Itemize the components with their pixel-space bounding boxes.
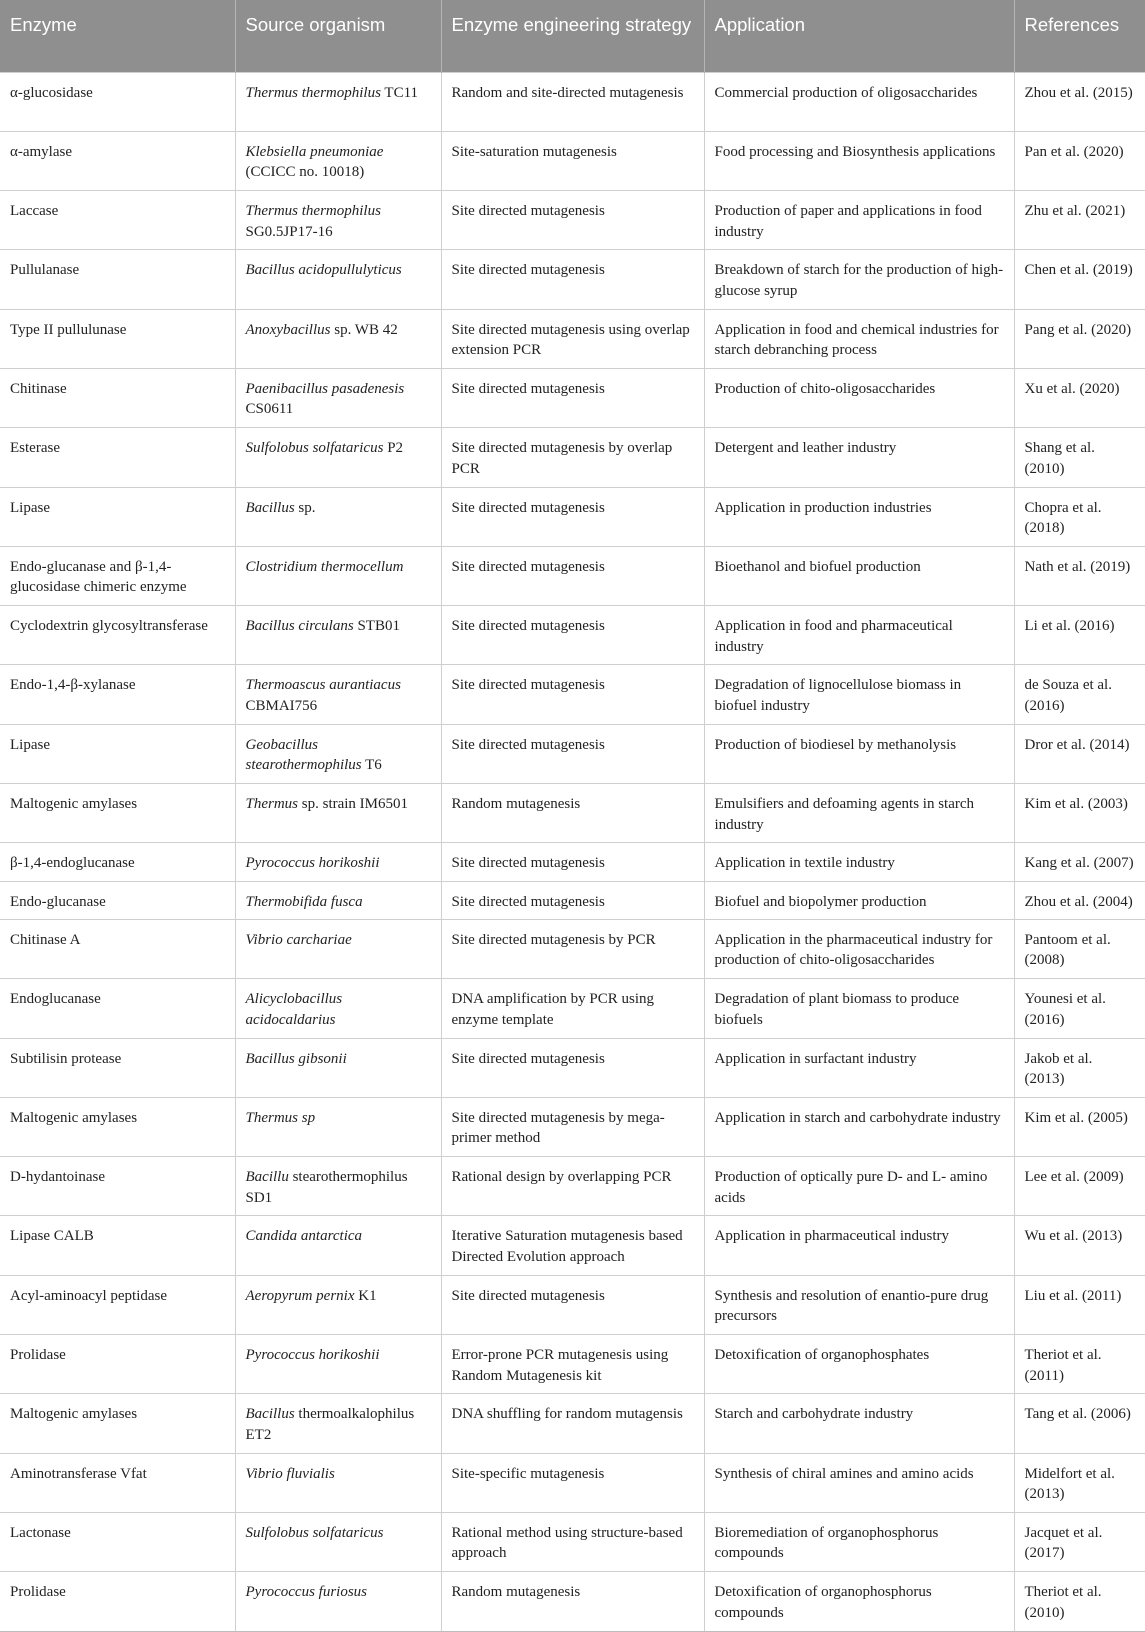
cell-reference: Wu et al. (2013) — [1014, 1216, 1145, 1275]
cell-source-organism — [235, 428, 441, 487]
cell-source-organism — [235, 309, 441, 368]
organism-species-name: Vibrio carchariae — [245, 931, 352, 948]
table-row — [0, 1157, 1145, 1216]
table-header — [0, 0, 1145, 72]
cell-application: Degradation of plant biomass to produce biofuels — [704, 979, 1014, 1038]
cell-reference: Chen et al. (2019) — [1014, 250, 1145, 309]
cell-source-organism — [235, 1157, 441, 1216]
cell-engineering-strategy: Site-specific mutagenesis — [441, 1453, 704, 1512]
cell-enzyme: α-glucosidase — [0, 72, 235, 131]
cell-engineering-strategy: DNA amplification by PCR using enzyme template — [441, 979, 704, 1038]
cell-enzyme: Esterase — [0, 428, 235, 487]
cell-reference: Pang et al. (2020) — [1014, 309, 1145, 368]
cell-source-organism — [235, 1216, 441, 1275]
table-row — [0, 979, 1145, 1038]
cell-reference: Zhou et al. (2015) — [1014, 72, 1145, 131]
organism-species-name: Bacillus — [245, 499, 295, 516]
cell-application: Application in pharmaceutical industry — [704, 1216, 1014, 1275]
organism-species-name: Klebsiella pneumoniae — [245, 143, 384, 160]
cell-enzyme: α-amylase — [0, 131, 235, 190]
cell-reference: Tang et al. (2006) — [1014, 1394, 1145, 1453]
organism-species-name: Sulfolobus solfataricus — [245, 1524, 384, 1541]
organism-species-name: Clostridium thermocellum — [245, 558, 404, 575]
cell-source-organism — [235, 606, 441, 665]
organism-strain: STB01 — [353, 618, 400, 635]
cell-enzyme: Subtilisin protease — [0, 1038, 235, 1097]
cell-source-organism — [235, 784, 441, 843]
cell-enzyme: Endo-1,4-β-xylanase — [0, 665, 235, 724]
organism-species-name: Pyrococcus horikoshii — [245, 855, 380, 872]
organism-strain: stearothermophilus SD1 — [245, 1169, 408, 1206]
cell-application: Detergent and leather industry — [704, 428, 1014, 487]
cell-enzyme: Chitinase — [0, 368, 235, 427]
cell-engineering-strategy: Site directed mutagenesis — [441, 487, 704, 546]
cell-enzyme: Acyl-aminoacyl peptidase — [0, 1275, 235, 1334]
cell-engineering-strategy: Site directed mutagenesis — [441, 368, 704, 427]
cell-engineering-strategy: Site directed mutagenesis using overlap extension PCR — [441, 309, 704, 368]
organism-species-name: Thermus sp — [245, 1109, 316, 1126]
cell-reference: Xu et al. (2020) — [1014, 368, 1145, 427]
organism-species-name: Thermus — [245, 796, 299, 813]
cell-reference: Kim et al. (2005) — [1014, 1097, 1145, 1156]
cell-source-organism — [235, 1097, 441, 1156]
table-row — [0, 784, 1145, 843]
cell-application: Application in the pharmaceutical industry for production of chito-oligosaccharides — [704, 919, 1014, 978]
cell-engineering-strategy: Site directed mutagenesis — [441, 546, 704, 605]
cell-source-organism — [235, 843, 441, 881]
header-references: References — [1014, 0, 1145, 72]
organism-species-name: Bacillus gibsonii — [245, 1050, 347, 1067]
table-row — [0, 487, 1145, 546]
cell-enzyme: Endo-glucanase — [0, 881, 235, 919]
cell-enzyme: D-hydantoinase — [0, 1157, 235, 1216]
organism-species-name: Bacillus — [245, 1406, 295, 1423]
cell-source-organism — [235, 131, 441, 190]
organism-species-name: Geobacillus stearothermophilus — [245, 736, 362, 774]
cell-reference: Lee et al. (2009) — [1014, 1157, 1145, 1216]
organism-strain: TC11 — [380, 84, 419, 101]
organism-strain: CS0611 — [245, 401, 294, 418]
cell-application: Application in starch and carbohydrate industry — [704, 1097, 1014, 1156]
organism-strain: K1 — [354, 1287, 377, 1304]
cell-engineering-strategy: Site directed mutagenesis by overlap PCR — [441, 428, 704, 487]
cell-source-organism — [235, 1453, 441, 1512]
cell-engineering-strategy: Site directed mutagenesis — [441, 843, 704, 881]
organism-strain: sp. strain IM6501 — [298, 796, 409, 813]
cell-enzyme: Lipase — [0, 487, 235, 546]
table-row — [0, 428, 1145, 487]
table-row — [0, 1572, 1145, 1631]
cell-engineering-strategy: Site-saturation mutagenesis — [441, 131, 704, 190]
cell-enzyme: Lipase — [0, 724, 235, 783]
cell-enzyme: Type II pullulunase — [0, 309, 235, 368]
cell-enzyme: Chitinase A — [0, 919, 235, 978]
organism-strain: sp. WB 42 — [330, 321, 398, 338]
cell-enzyme: Maltogenic amylases — [0, 1097, 235, 1156]
cell-enzyme: Endoglucanase — [0, 979, 235, 1038]
cell-reference: Liu et al. (2011) — [1014, 1275, 1145, 1334]
cell-application: Production of biodiesel by methanolysis — [704, 724, 1014, 783]
cell-enzyme: Lipase CALB — [0, 1216, 235, 1275]
cell-source-organism — [235, 665, 441, 724]
organism-strain: T6 — [361, 757, 382, 774]
cell-enzyme: Maltogenic amylases — [0, 1394, 235, 1453]
cell-reference: de Souza et al. (2016) — [1014, 665, 1145, 724]
organism-species-name: Candida antarctica — [245, 1228, 363, 1245]
cell-application: Application in surfactant industry — [704, 1038, 1014, 1097]
cell-application: Detoxification of organophosphates — [704, 1335, 1014, 1394]
cell-enzyme: Laccase — [0, 191, 235, 250]
table-row — [0, 919, 1145, 978]
cell-reference: Pantoom et al. (2008) — [1014, 919, 1145, 978]
table-row — [0, 1394, 1145, 1453]
cell-enzyme: Pullulanase — [0, 250, 235, 309]
cell-application: Degradation of lignocellulose biomass in biofuel industry — [704, 665, 1014, 724]
cell-source-organism — [235, 1275, 441, 1334]
cell-source-organism — [235, 546, 441, 605]
table-row — [0, 309, 1145, 368]
cell-engineering-strategy: Error-prone PCR mutagenesis using Random Mutagenesis kit — [441, 1335, 704, 1394]
cell-engineering-strategy: Site directed mutagenesis — [441, 665, 704, 724]
cell-reference: Younesi et al. (2016) — [1014, 979, 1145, 1038]
cell-enzyme: Cyclodextrin glycosyltransferase — [0, 606, 235, 665]
cell-reference: Li et al. (2016) — [1014, 606, 1145, 665]
cell-enzyme: Prolidase — [0, 1335, 235, 1394]
cell-application: Bioethanol and biofuel production — [704, 546, 1014, 605]
cell-reference: Dror et al. (2014) — [1014, 724, 1145, 783]
cell-application: Detoxification of organophosphorus compounds — [704, 1572, 1014, 1631]
cell-source-organism — [235, 368, 441, 427]
organism-species-name: Bacillus acidopullulyticus — [245, 262, 402, 279]
table-row — [0, 1097, 1145, 1156]
cell-enzyme: Aminotransferase Vfat — [0, 1453, 235, 1512]
table-row — [0, 1275, 1145, 1334]
table-row — [0, 1512, 1145, 1571]
cell-source-organism — [235, 72, 441, 131]
cell-application: Bioremediation of organophosphorus compounds — [704, 1512, 1014, 1571]
table-row — [0, 1453, 1145, 1512]
cell-reference: Nath et al. (2019) — [1014, 546, 1145, 605]
table-row — [0, 1038, 1145, 1097]
table-row — [0, 1216, 1145, 1275]
cell-source-organism — [235, 1038, 441, 1097]
table-body — [0, 72, 1145, 1631]
cell-engineering-strategy: Site directed mutagenesis by PCR — [441, 919, 704, 978]
table-row — [0, 665, 1145, 724]
cell-source-organism — [235, 191, 441, 250]
cell-reference: Chopra et al. (2018) — [1014, 487, 1145, 546]
cell-enzyme: Prolidase — [0, 1572, 235, 1631]
cell-reference: Kim et al. (2003) — [1014, 784, 1145, 843]
organism-strain: thermoalkalophilus ET2 — [245, 1406, 415, 1443]
cell-application: Biofuel and biopolymer production — [704, 881, 1014, 919]
cell-source-organism — [235, 1335, 441, 1394]
cell-reference: Kang et al. (2007) — [1014, 843, 1145, 881]
table-row — [0, 1335, 1145, 1394]
organism-strain: P2 — [383, 440, 404, 457]
cell-reference: Zhu et al. (2021) — [1014, 191, 1145, 250]
header-application: Application — [704, 0, 1014, 72]
organism-species-name: Bacillus circulans — [245, 618, 354, 635]
cell-enzyme: Lactonase — [0, 1512, 235, 1571]
cell-enzyme: Maltogenic amylases — [0, 784, 235, 843]
cell-engineering-strategy: Site directed mutagenesis — [441, 1038, 704, 1097]
cell-engineering-strategy: Random mutagenesis — [441, 784, 704, 843]
cell-engineering-strategy: Site directed mutagenesis — [441, 250, 704, 309]
cell-source-organism — [235, 250, 441, 309]
organism-species-name: Aeropyrum pernix — [245, 1287, 355, 1304]
cell-engineering-strategy: Site directed mutagenesis — [441, 606, 704, 665]
cell-reference: Zhou et al. (2004) — [1014, 881, 1145, 919]
table-row — [0, 546, 1145, 605]
cell-application: Application in textile industry — [704, 843, 1014, 881]
organism-strain: CBMAI756 — [245, 697, 318, 714]
organism-species-name: Vibrio fluvialis — [245, 1465, 335, 1482]
cell-source-organism — [235, 979, 441, 1038]
cell-application: Production of chito-oligosaccharides — [704, 368, 1014, 427]
table-row — [0, 881, 1145, 919]
table-row — [0, 724, 1145, 783]
cell-application: Application in production industries — [704, 487, 1014, 546]
cell-engineering-strategy: Site directed mutagenesis — [441, 1275, 704, 1334]
cell-reference: Jakob et al. (2013) — [1014, 1038, 1145, 1097]
cell-reference: Midelfort et al. (2013) — [1014, 1453, 1145, 1512]
cell-application: Application in food and chemical industries for starch debranching process — [704, 309, 1014, 368]
cell-application: Production of optically pure D- and L- amino acids — [704, 1157, 1014, 1216]
cell-application: Production of paper and applications in food industry — [704, 191, 1014, 250]
organism-species-name: Thermus thermophilus — [245, 203, 381, 220]
cell-source-organism — [235, 724, 441, 783]
organism-strain: sp. — [294, 499, 316, 516]
cell-engineering-strategy: Rational design by overlapping PCR — [441, 1157, 704, 1216]
cell-application: Emulsifiers and defoaming agents in starch industry — [704, 784, 1014, 843]
cell-source-organism — [235, 1394, 441, 1453]
cell-reference: Pan et al. (2020) — [1014, 131, 1145, 190]
cell-application: Application in food and pharmaceutical industry — [704, 606, 1014, 665]
cell-enzyme: Endo-glucanase and β-1,4-glucosidase chimeric enzyme — [0, 546, 235, 605]
organism-species-name: Sulfolobus solfataricus — [245, 440, 384, 457]
cell-engineering-strategy: Random mutagenesis — [441, 1572, 704, 1631]
cell-source-organism — [235, 1512, 441, 1571]
table-row — [0, 131, 1145, 190]
cell-application: Starch and carbohydrate industry — [704, 1394, 1014, 1453]
organism-species-name: Bacillu — [245, 1169, 289, 1186]
cell-reference: Shang et al. (2010) — [1014, 428, 1145, 487]
cell-application: Synthesis and resolution of enantio-pure drug precursors — [704, 1275, 1014, 1334]
cell-engineering-strategy: Random and site-directed mutagenesis — [441, 72, 704, 131]
table-row — [0, 606, 1145, 665]
table-row — [0, 843, 1145, 881]
cell-source-organism — [235, 487, 441, 546]
organism-species-name: Alicyclobacillus acidocaldarius — [245, 991, 343, 1028]
organism-species-name: Thermus thermophilus — [245, 84, 381, 101]
organism-strain: (CCICC no. 10018) — [245, 164, 365, 181]
cell-engineering-strategy: Site directed mutagenesis — [441, 724, 704, 783]
cell-reference: Theriot et al. (2011) — [1014, 1335, 1145, 1394]
cell-application: Commercial production of oligosaccharides — [704, 72, 1014, 131]
cell-reference: Jacquet et al. (2017) — [1014, 1512, 1145, 1571]
header-source-organism: Source organism — [235, 0, 441, 72]
cell-reference: Theriot et al. (2010) — [1014, 1572, 1145, 1631]
table-row — [0, 191, 1145, 250]
cell-application: Food processing and Biosynthesis applications — [704, 131, 1014, 190]
cell-engineering-strategy: Site directed mutagenesis — [441, 881, 704, 919]
table-row — [0, 72, 1145, 131]
header-enzyme: Enzyme — [10, 14, 77, 35]
cell-source-organism — [235, 919, 441, 978]
cell-source-organism — [235, 881, 441, 919]
cell-engineering-strategy: Site directed mutagenesis — [441, 191, 704, 250]
organism-species-name: Thermoascus aurantiacus — [245, 677, 401, 694]
cell-engineering-strategy: DNA shuffling for random mutagensis — [441, 1394, 704, 1453]
header-row — [0, 0, 1145, 72]
cell-application: Synthesis of chiral amines and amino acids — [704, 1453, 1014, 1512]
organism-strain: SG0.5JP17-16 — [245, 223, 333, 240]
cell-enzyme: β-1,4-endoglucanase — [0, 843, 235, 881]
cell-engineering-strategy: Iterative Saturation mutagenesis based Directed Evolution approach — [441, 1216, 704, 1275]
table-row — [0, 250, 1145, 309]
cell-source-organism — [235, 1572, 441, 1631]
cell-engineering-strategy: Rational method using structure-based approach — [441, 1512, 704, 1571]
table-row — [0, 368, 1145, 427]
organism-species-name: Pyrococcus horikoshii — [245, 1347, 380, 1364]
cell-application: Breakdown of starch for the production of high-glucose syrup — [704, 250, 1014, 309]
organism-species-name: Paenibacillus pasadenesis — [245, 380, 405, 397]
header-engineering-strategy: Enzyme engineering strategy — [441, 0, 704, 72]
organism-species-name: Anoxybacillus — [245, 321, 331, 338]
cell-engineering-strategy: Site directed mutagenesis by mega-primer method — [441, 1097, 704, 1156]
organism-species-name: Thermobifida fusca — [245, 893, 363, 910]
organism-species-name: Pyrococcus furiosus — [245, 1584, 368, 1601]
